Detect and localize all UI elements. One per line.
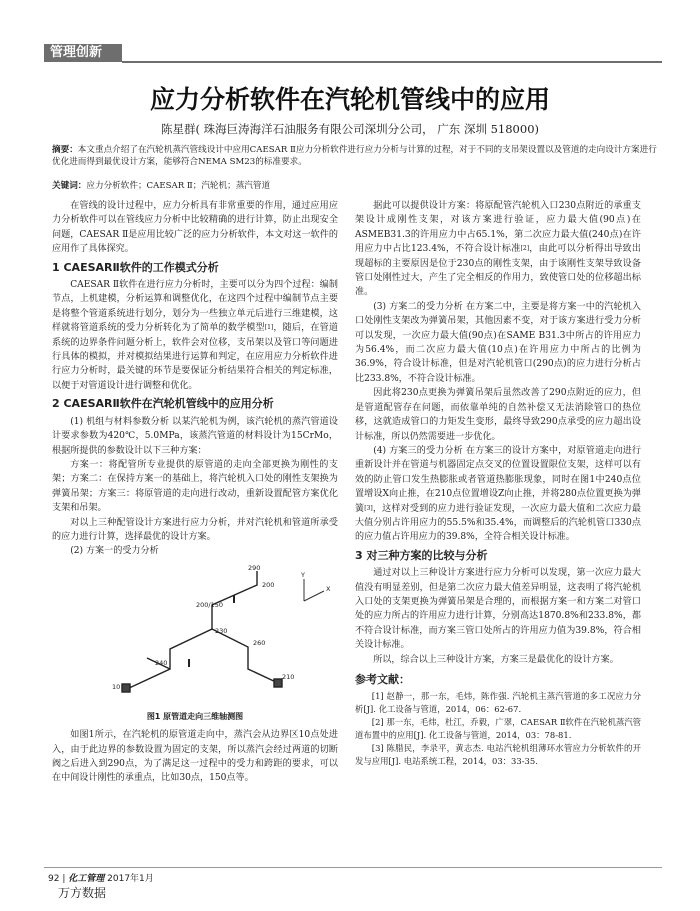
right-paragraph-4-a: (4) 方案三的受力分析 在方案三的设计方案中，对原管道走向进行重新设计并在管道与机器固定点交叉的位置设置限位支架，这样可以有效的防止管口发生热膨胀或者管道热膨胀现象，同时在图1中240点位置增设X向止推，在210点位置增设Z向止推，并将280点位置更换为弹簧 <box>355 445 641 514</box>
section-2-heading: 2 CAESARⅡ软件在汽轮机管线中的应用分析 <box>52 397 274 411</box>
citation-2: [2] <box>520 245 530 253</box>
figure-label: 230 <box>215 626 228 635</box>
right-paragraph-6: 所以，综合以上三种设计方案，方案三是最优化的设计方案。 <box>373 654 619 665</box>
abstract <box>52 144 657 168</box>
right-paragraph-1-b: ，由此可以分析得出导致出现超标的主要原因是位于230点的刚性支架，由于该刚性支架导致设备管口处刚性过大，产生了完全相反的作用力，致使管口处的位移超出标准。 <box>355 244 641 298</box>
references-heading: 参考文献： <box>355 673 410 686</box>
journal-name: 化工管理 <box>68 874 105 884</box>
reference-item: [2] 那一东，毛炜，杜江，乔毅，广翠，CAESAR Ⅱ软件在汽轮机蒸汽管道布置中的应用[J]. 化工设备与管道，2014，03：78-81. <box>355 717 641 741</box>
section-1-paragraph <box>52 278 338 393</box>
watermark: 万方数据 <box>58 886 107 900</box>
abstract-text: 本文重点介绍了在汽轮机蒸汽管线设计中应用CAESAR Ⅱ应力分析软件进行应力分析与计算的过程，对于不同的支吊架设置以及管道的走向设计方案进行优化进而得到最优设计方案，能够符合NEMA SM23的标准要求。 <box>52 145 657 167</box>
figure-label: 240 <box>155 658 168 667</box>
right-column <box>355 199 641 768</box>
footer-rule <box>44 867 662 868</box>
article-authors: 陈星群( 珠海巨涛海洋石油服务有限公司深圳分公司， 广东 深圳 518000) <box>161 122 539 136</box>
reference-item: [3] 陈腊民，李录平，黄志杰. 电站汽轮机组薄环水管应力分析软件的开发与应用[J]. 电站系统工程，2014，03：33-35. <box>355 743 641 767</box>
citation-1: [1] <box>264 324 274 332</box>
citation-3: [3] <box>364 504 373 512</box>
page-footer <box>48 871 154 884</box>
figure-label: 260 <box>253 638 266 647</box>
section-3-heading: 3 对三种方案的比较与分析 <box>355 548 488 562</box>
right-paragraph-3: 因此将230点更换为弹簧吊架后虽然改善了290点附近的应力，但是管道配管存在问题，而依靠单纯的自然补偿又无法消除管口的热位移，这就造成管口的力矩发生变形，最终导致290点承受的应力超出设计标准，所以仍然需要进一步优化。 <box>355 388 641 442</box>
section-2-paragraph-2: 方案一：将配管所专业提供的原管道的走向全部更换为刚性的支架；方案二：在保持方案一的基础上，将汽轮机入口处的刚性支架换为弹簧吊架；方案三：将原管道的走向进行改动，重新设置配管方案优化支架和吊架。 <box>52 459 338 514</box>
footer-separator: | <box>62 874 66 884</box>
section-2-paragraph-1: (1) 机组与材料参数分析 以某汽轮机为例，该汽轮机的蒸汽管道设计要求参数为420℃，5.0MPa，该蒸汽管道的材料设计为15CrMo，根据所提供的参数设计以下三种方案： <box>52 416 338 456</box>
intro-paragraph: 在管线的设计过程中，应力分析具有非常重要的作用，通过应用应力分析软件可以在管线应力分析中比较精确的进行计算，防止出现安全问题，CAESAR Ⅱ是应用比较广泛的应力分析软件，本文对这一软件的应用作了具体探究。 <box>52 201 338 255</box>
right-paragraph-4 <box>355 444 641 545</box>
pipe-run-main <box>127 571 257 689</box>
figure-label: Y <box>301 570 305 579</box>
figure-label: 200/150 <box>196 600 224 609</box>
section-2-paragraph-5: 如图1所示，在汽轮机的原管道走向中，蒸汽会从边界区10点处进入，由于此边界的参数设置为固定的支架，所以蒸汽会经过两道的切断阀之后进入到290点，为了满足这一过程中的受力和跨距的要求，可以在中间设计刚性的承重点，比如30点，150点等。 <box>52 730 338 784</box>
section-2-paragraph-4: (2) 方案一的受力分析 <box>70 546 159 557</box>
section-rule <box>122 61 662 63</box>
issue-date: 2017年1月 <box>107 874 154 884</box>
article-title: 应力分析软件在汽轮机管线中的应用 <box>149 85 550 114</box>
section-1-text-b: ，随后，在管道系统的边界条件问题分析上，软件会对位移，支吊架以及管口等问题进行具体的模拟，并对模拟结果进行运算和判定，在应用应力分析软件进行应力分析时，最关键的环节是要保证分析结果符合相关的判定标准，以便于对管道设计进行调整和优化。 <box>52 323 338 391</box>
figure-label: 10 <box>112 682 121 691</box>
section-tag: 管理创新 <box>44 44 122 62</box>
axis-x-line <box>304 591 324 601</box>
valve-icon <box>122 684 130 692</box>
section-2-paragraph-3: 对以上三种配管设计方案进行应力分析，并对汽轮机和管道所承受的应力进行计算，选择最优的设计方案。 <box>52 517 338 542</box>
figure-label: X <box>326 584 331 593</box>
right-paragraph-4-b: ，这样对受到的应力进行验证发现，一次应力最大值和二次应力最大值分别占许用应力的55.5%和35.4%，而调整后的汽轮机管口330点的应力值占许用应力的39.8%，全符合相关设计标准。 <box>355 503 641 543</box>
pipe-isometric-drawing <box>52 561 338 708</box>
page-number: 92 <box>48 874 60 884</box>
keywords-label: 关键词： <box>52 181 87 191</box>
pipe-run-branch <box>212 626 278 683</box>
reference-item: [1] 赵静一，那一东，毛炜，陈作强. 汽轮机主蒸汽管道的多工况应力分析[J]. 化工设备与管道，2014，06：62-67. <box>355 691 641 715</box>
right-paragraph-2: (3) 方案二的受力分析 在方案二中，主要是将方案一中的汽轮机入口处刚性支架改为弹簧吊架，其他因素不变，对于该方案进行受力分析可以发现，一次应力最大值(90点)在SAME B31.3中所占的许用应力为56.4%，而二次应力最大值(10点)在许用应力中所占的比例为36.9%，符合设计标准，但是对汽轮机管口(290点)的应力进行分析占比233.8%，不符合设计标准。 <box>355 301 641 384</box>
right-paragraph-5: 通过对以上三种设计方案进行应力分析可以发现，第一次应力最大值没有明显差别，但是第二次应力最大值差异明显，这表明了将汽轮机入口处的支架更换为弹簧吊架是合理的，而根据方案一和方案二对管口处的应力所占的许用应力进行计算，分别高达1870.8%和233.8%，都不符合设计标准，而方案三管口处所占的许用应力值为39.8%，符合相关设计标准。 <box>355 568 641 651</box>
figure-label: 200 <box>262 580 275 589</box>
figure-label: 210 <box>282 672 295 681</box>
keywords <box>52 180 657 192</box>
pipe-isometric-figure <box>52 561 338 708</box>
keywords-text: 应力分析软件；CAESAR Ⅱ；汽轮机；蒸汽管道 <box>86 181 271 191</box>
section-1-text-a: CAESAR Ⅱ软件在进行应力分析时，主要可以分为四个过程：编制节点，上机建模，分析运算和调整优化，在这四个过程中编制节点主要是将整个管道系统进行划分，划分为一些独立单元后进行三维建模，这样就将管道系统的受力分析转化为了简单的数学模型 <box>52 280 338 334</box>
left-column <box>52 199 338 786</box>
valve-icon <box>274 679 282 687</box>
figure-caption: 图1 原管道走向三维轴测图 <box>146 711 244 721</box>
section-1-heading: 1 CAESARⅡ软件的工作模式分析 <box>52 260 219 274</box>
abstract-label: 摘要： <box>52 145 78 155</box>
right-paragraph-1 <box>355 199 641 300</box>
figure-label: 290 <box>248 563 261 572</box>
right-paragraph-1-a: 据此可以提供设计方案：将原配管汽轮机入口230点附近的承重支架设计成刚性支架，对该方案进行验证，应力最大值(90点)在ASMEB31.3的许用应力中占65.1%，第二次应力最大值(240点)在许用应力中占比123.4%，不符合设计标准 <box>355 201 641 255</box>
